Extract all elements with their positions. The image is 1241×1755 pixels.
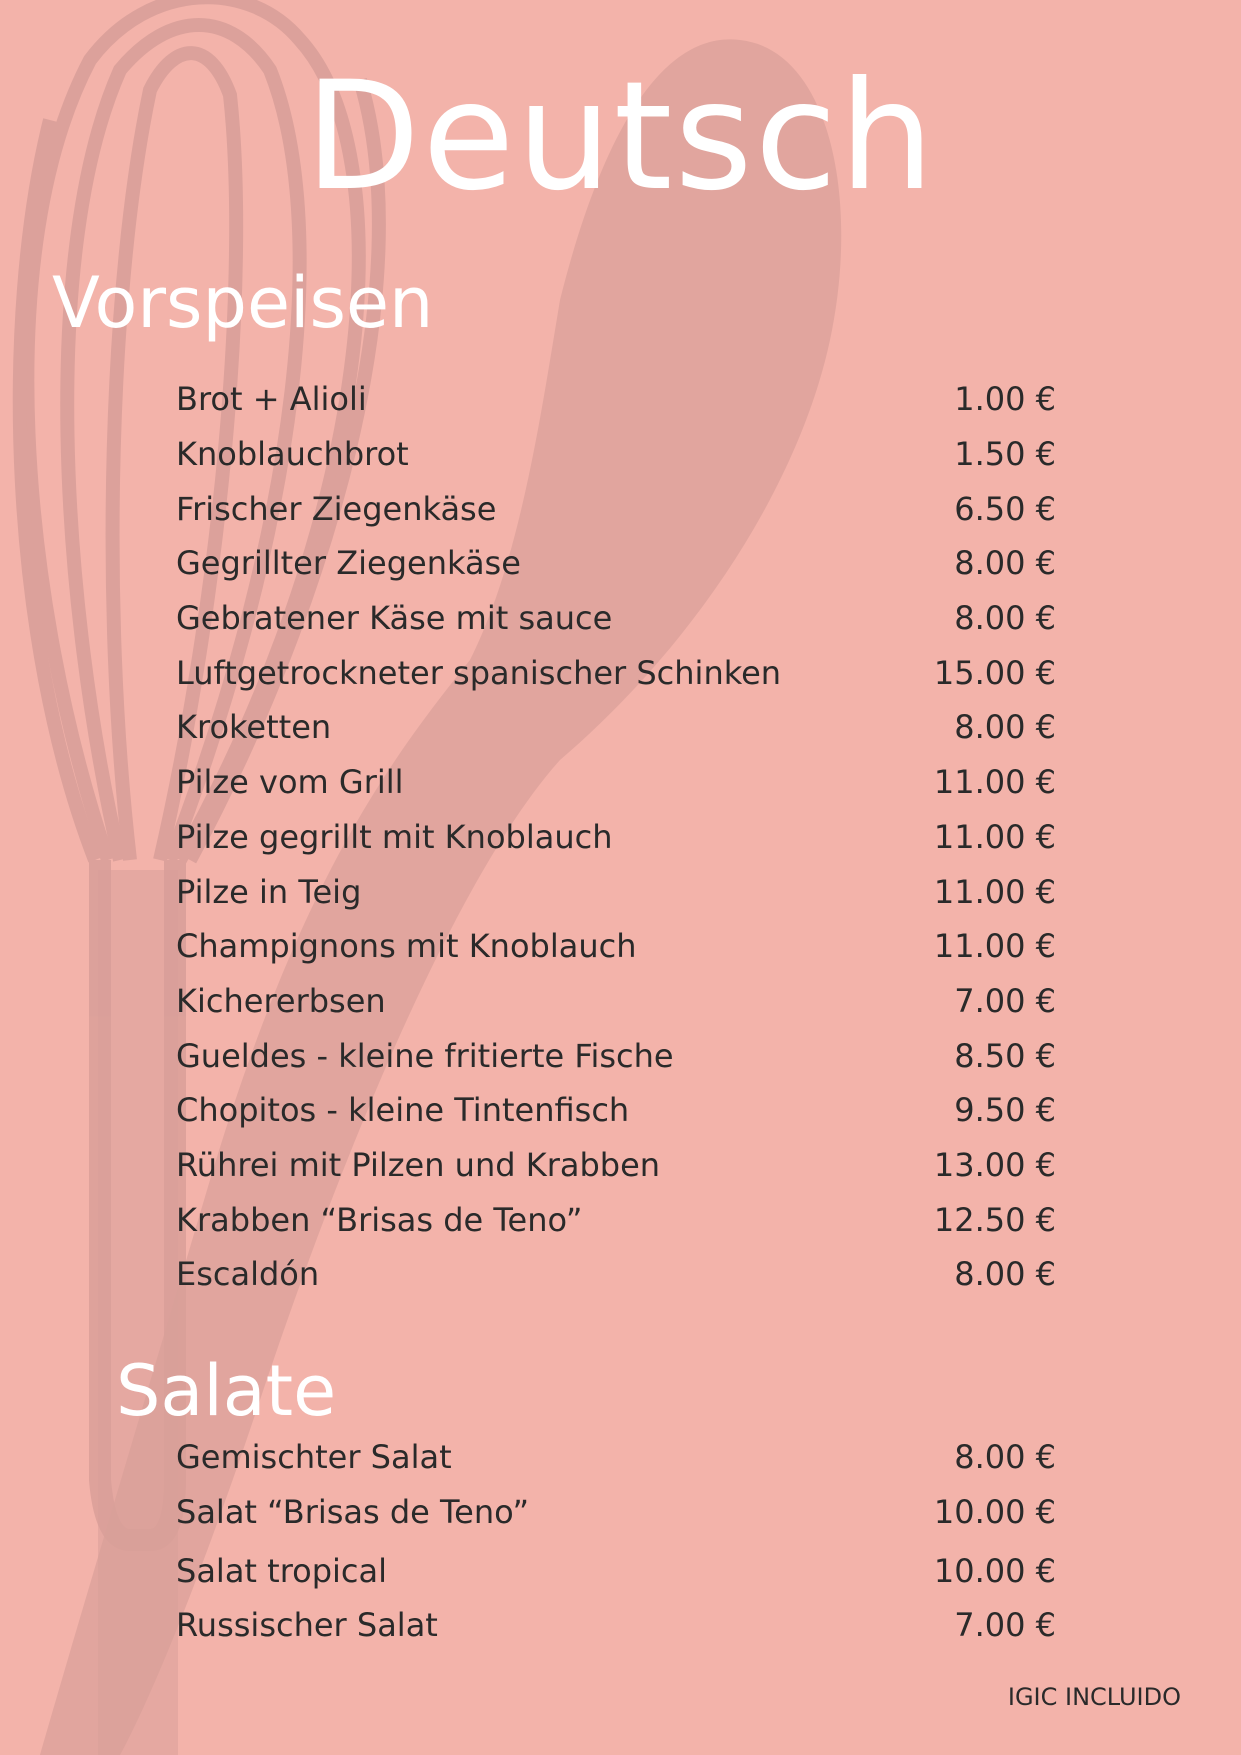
menu-item-price: 1.50 € bbox=[954, 435, 1056, 474]
menu-item-name: Pilze vom Grill bbox=[176, 763, 404, 802]
vorspeisen-list bbox=[176, 372, 1056, 1302]
menu-item-name: Rührei mit Pilzen und Krabben bbox=[176, 1145, 661, 1184]
menu-item-price: 11.00 € bbox=[933, 872, 1056, 911]
menu-item bbox=[176, 1485, 1056, 1540]
menu-item bbox=[176, 700, 1056, 755]
menu-item bbox=[176, 1138, 1056, 1193]
menu-item-price: 8.00 € bbox=[954, 1438, 1056, 1477]
menu-item-price: 8.00 € bbox=[954, 599, 1056, 638]
menu-item bbox=[176, 810, 1056, 865]
menu-item-name: Frischer Ziegenkäse bbox=[176, 489, 497, 528]
menu-item-price: 13.00 € bbox=[933, 1145, 1056, 1184]
menu-item-name: Pilze in Teig bbox=[176, 872, 362, 911]
menu-item-price: 15.00 € bbox=[933, 653, 1056, 692]
menu-item-name: Chopitos - kleine Tintenfisch bbox=[176, 1091, 630, 1130]
menu-item-name: Krabben “Brisas de Teno” bbox=[176, 1200, 583, 1239]
salate-list bbox=[176, 1430, 1056, 1653]
menu-item bbox=[176, 864, 1056, 919]
menu-item-price: 8.00 € bbox=[954, 544, 1056, 583]
menu-item-price: 8.00 € bbox=[954, 708, 1056, 747]
menu-item-name: Gegrillter Ziegenkäse bbox=[176, 544, 521, 583]
menu-item bbox=[176, 481, 1056, 536]
menu-item-price: 7.00 € bbox=[954, 981, 1056, 1020]
section-heading-salate: Salate bbox=[116, 1350, 337, 1432]
menu-item-name: Salat tropical bbox=[176, 1551, 388, 1590]
menu-item bbox=[176, 645, 1056, 700]
menu-item bbox=[176, 1247, 1056, 1302]
menu-item bbox=[176, 427, 1056, 482]
menu-item-price: 1.00 € bbox=[954, 380, 1056, 419]
menu-item-price: 11.00 € bbox=[933, 763, 1056, 802]
menu-item bbox=[176, 1083, 1056, 1138]
menu-item-price: 11.00 € bbox=[933, 927, 1056, 966]
tax-included-note: IGIC INCLUIDO bbox=[1007, 1683, 1181, 1711]
menu-item-name: Kroketten bbox=[176, 708, 332, 747]
menu-item bbox=[176, 974, 1056, 1029]
menu-item bbox=[176, 1543, 1056, 1598]
menu-item bbox=[176, 536, 1056, 591]
menu-item-price: 10.00 € bbox=[933, 1493, 1056, 1532]
menu-item bbox=[176, 1028, 1056, 1083]
menu-language-title: Deutsch bbox=[304, 50, 937, 224]
menu-item-name: Gemischter Salat bbox=[176, 1438, 452, 1477]
menu-item-price: 11.00 € bbox=[933, 817, 1056, 856]
menu-item-price: 10.00 € bbox=[933, 1551, 1056, 1590]
menu-item-name: Luftgetrockneter spanischer Schinken bbox=[176, 653, 782, 692]
menu-item-name: Salat “Brisas de Teno” bbox=[176, 1493, 530, 1532]
menu-item-name: Gebratener Käse mit sauce bbox=[176, 599, 613, 638]
menu-item bbox=[176, 372, 1056, 427]
menu-item bbox=[176, 755, 1056, 810]
menu-item-name: Brot + Alioli bbox=[176, 380, 367, 419]
menu-item-name: Gueldes - kleine fritierte Fische bbox=[176, 1036, 674, 1075]
section-heading-vorspeisen: Vorspeisen bbox=[52, 262, 434, 344]
menu-item-price: 8.50 € bbox=[954, 1036, 1056, 1075]
menu-item-price: 6.50 € bbox=[954, 489, 1056, 528]
menu-item bbox=[176, 919, 1056, 974]
menu-item-price: 7.00 € bbox=[954, 1606, 1056, 1645]
menu-item-name: Pilze gegrillt mit Knoblauch bbox=[176, 817, 613, 856]
menu-item-name: Knoblauchbrot bbox=[176, 435, 409, 474]
menu-item-price: 8.00 € bbox=[954, 1255, 1056, 1294]
menu-item-name: Kichererbsen bbox=[176, 981, 386, 1020]
menu-item bbox=[176, 1430, 1056, 1485]
menu-item-price: 12.50 € bbox=[933, 1200, 1056, 1239]
menu-item bbox=[176, 1598, 1056, 1653]
menu-item-name: Escaldón bbox=[176, 1255, 320, 1294]
menu-item-price: 9.50 € bbox=[954, 1091, 1056, 1130]
menu-item-name: Champignons mit Knoblauch bbox=[176, 927, 637, 966]
menu-item-name: Russischer Salat bbox=[176, 1606, 438, 1645]
menu-item bbox=[176, 1192, 1056, 1247]
menu-item bbox=[176, 591, 1056, 646]
